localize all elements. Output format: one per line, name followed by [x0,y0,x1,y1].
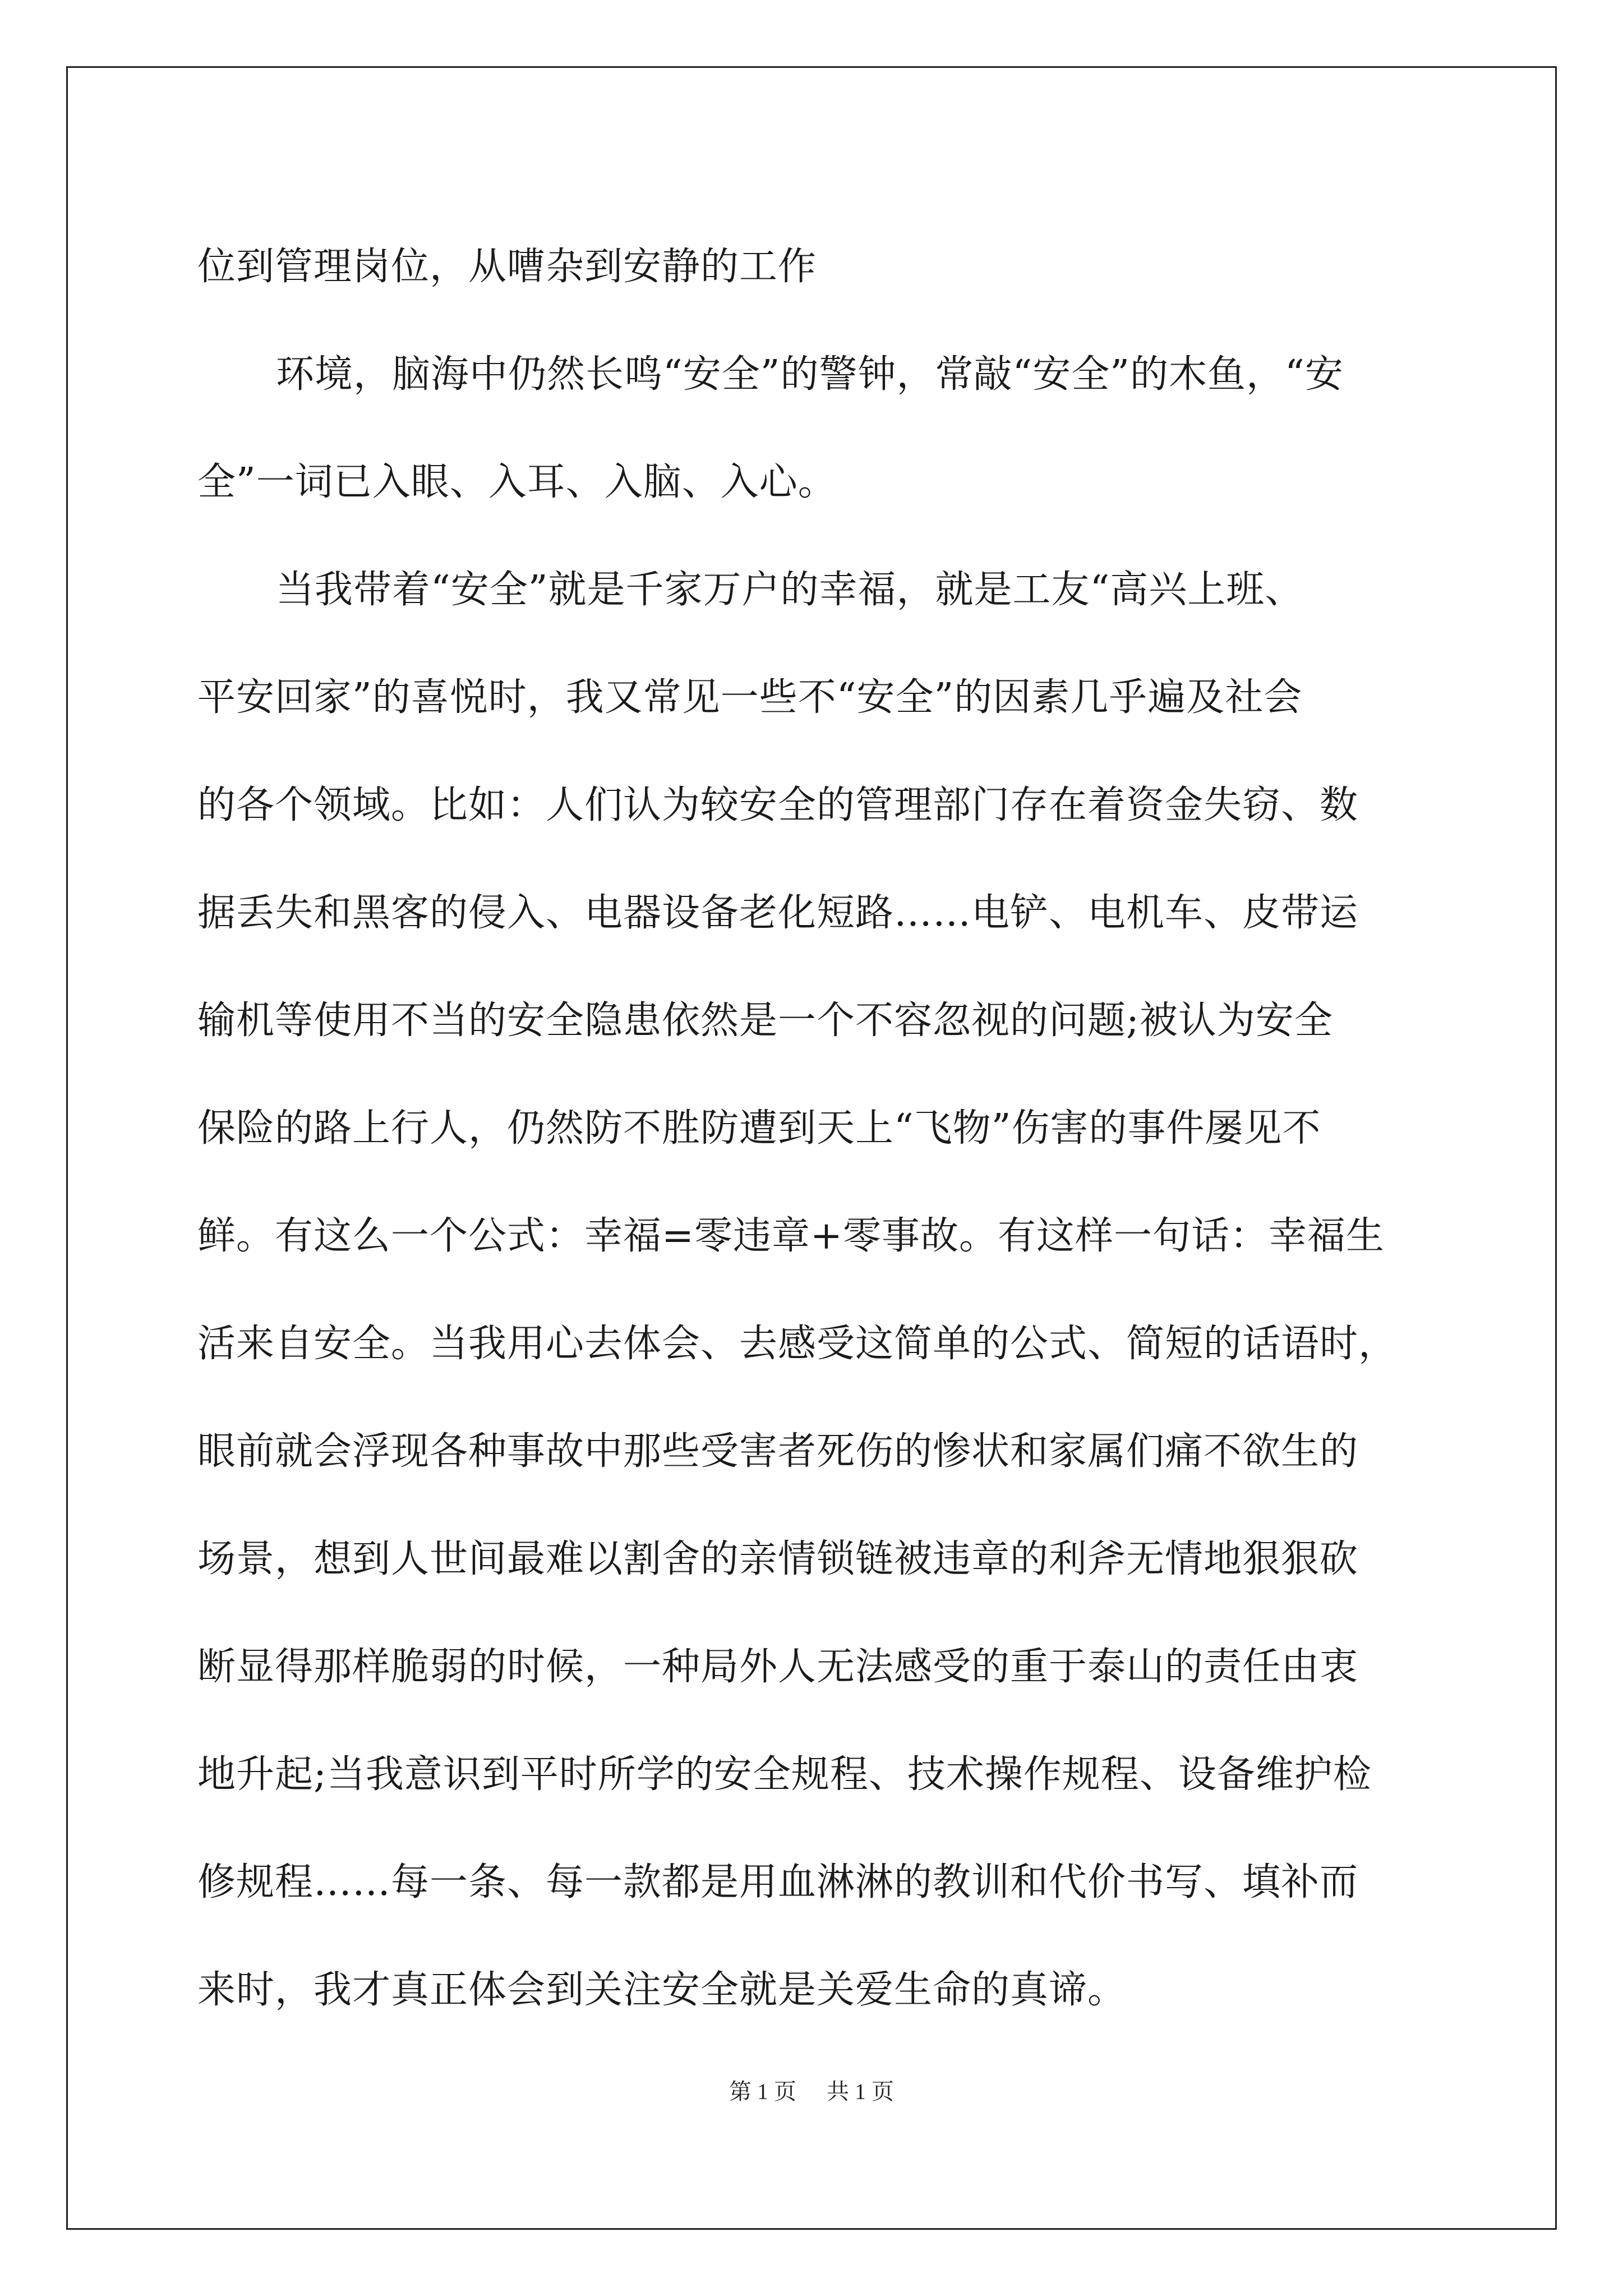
text-line-1: 位到管理岗位，从嘈杂到安静的工作 [197,245,817,289]
text-line-7: 据丢失和黑客的侵入、电器设备老化短路……电铲、电机车、皮带运 [197,891,1359,935]
text-line-8: 输机等使用不当的安全隐患依然是一个不容忽视的问题;被认为安全 [197,999,1333,1043]
text-line-16: 修规程……每一条、每一款都是用血淋淋的教训和代价书写、填补而 [197,1860,1359,1904]
text-line-10: 鲜。有这么一个公式：幸福=零违章+零事故。有这样一句话：幸福生 [197,1214,1385,1258]
text-line-6: 的各个领域。比如：人们认为较安全的管理部门存在着资金失窃、数 [197,783,1359,827]
document-body [197,213,1448,2044]
text-line-4: 当我带着“安全”就是千家万户的幸福，就是工友“高兴上班、 [276,568,1304,612]
page-number: 第 1 页 [729,2079,796,2104]
page-footer [0,2074,1623,2106]
text-line-13: 场景，想到人世间最难以割舍的亲情锁链被违章的利斧无情地狠狠砍 [197,1537,1359,1581]
text-line-5: 平安回家”的喜悦时，我又常见一些不“安全”的因素几乎遍及社会 [197,675,1303,720]
text-line-2: 环境，脑海中仍然长鸣“安全”的警钟，常敲“安全”的木鱼，“安 [276,352,1344,397]
text-line-15: 地升起;当我意识到平时所学的安全规程、技术操作规程、设备维护检 [197,1752,1372,1797]
text-line-14: 断显得那样脆弱的时候，一种局外人无法感受的重于泰山的责任由衷 [197,1645,1359,1689]
text-line-3: 全”一词已入眼、入耳、入脑、入心。 [197,460,837,504]
text-line-11: 活来自安全。当我用心去体会、去感受这简单的公式、简短的话语时， [197,1322,1398,1366]
text-line-9: 保险的路上行人，仍然防不胜防遭到天上“飞物”伤害的事件屡见不 [197,1106,1321,1151]
text-line-12: 眼前就会浮现各种事故中那些受害者死伤的惨状和家属们痛不欲生的 [197,1429,1359,1474]
page-total: 共 1 页 [827,2079,894,2104]
text-line-17: 来时，我才真正体会到关注安全就是关爱生命的真谛。 [197,1968,1127,2012]
